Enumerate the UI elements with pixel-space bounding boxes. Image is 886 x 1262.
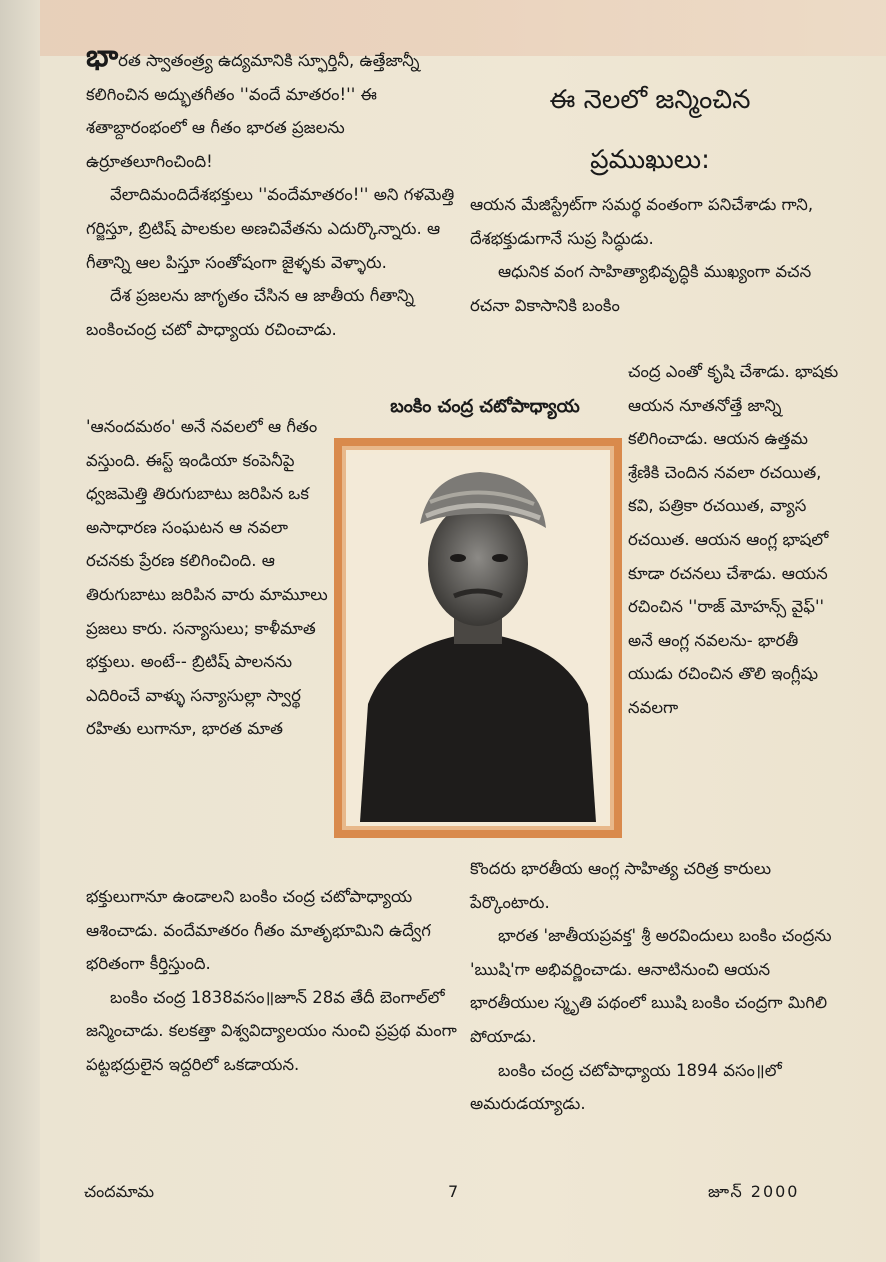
heading-line-1: ఈ నెలలో జన్మించిన (549, 85, 751, 115)
photo-caption: బంకిం చంద్ర చటోపాధ్యాయ (390, 396, 580, 417)
left-column-bottom (86, 880, 458, 1082)
left-paragraph-2: వేలాదిమందిదేశభక్తులు ''వందేమాతరం!'' అని గళమెత్తి గర్జిస్తూ, బ్రిటిష్ పాలకుల అణచివేతను ఎదుర్కొన్నారు. ఆ గీతాన్ని ఆల పిస్తూ సంతోషంగా జైళ్ళకు వెళ్ళారు. (86, 185, 455, 272)
left-paragraph-1: భారత స్వాతంత్ర్య ఉద్యమానికి స్ఫూర్తినీ, ఉత్తేజాన్నీ కలిగించిన అద్భుతగీతం ''వందే మాతరం!'' ఈ శతాబ్దారంభంలో ఆ గీతం భారత ప్రజలను ఉర్రూతలూగించింది! (86, 39, 420, 171)
left-column-top (86, 39, 458, 346)
right-paragraph-4: బంకిం చంద్ర చటోపాధ్యాయ 1894 వసం॥లో అమరుడయ్యాడు. (470, 1060, 782, 1114)
left-paragraph-3: దేశ ప్రజలను జాగృతం చేసిన ఆ జాతీయ గీతాన్ని బంకించంద్ర చటో పాధ్యాయ రచించాడు. (86, 286, 415, 339)
left-paragraph-5: బంకిం చంద్ర 1838వసం॥జూన్ 28వ తేదీ బెంగాల్‌లో జన్మించాడు. కలకత్తా విశ్వవిద్యాలయం నుంచి ప్రప్రథ మంగా పట్టభద్రులైన ఇద్దరిలో ఒకడాయన. (86, 987, 457, 1074)
footer-magazine-name: చందమామ (84, 1182, 155, 1201)
right-paragraph-2-narrow: చంద్ర ఎంతో కృషి చేశాడు. భాషకు ఆయన నూతనోత్తే జాన్ని కలిగించాడు. ఆయన ఉత్తమ శ్రేణికి చెందిన నవలా రచయిత, కవి, పత్రికా రచయిత, వ్యాస రచయిత. ఆయన ఆంగ్ల భాషలో కూడా రచనలు చేశాడు. ఆయన రచించిన ''రాజ్ మోహన్స్ వైఫ్'' అనే ఆంగ్ల నవలను- భారతీ యుడు రచించిన తొలి ఇంగ్లీషు నవలగా (628, 362, 839, 717)
page-spine (0, 0, 40, 1262)
footer-page-number: 7 (448, 1182, 459, 1201)
right-column-narrow (628, 355, 842, 725)
left-paragraph-4-narrow: 'ఆనందమఠం' అనే నవలలో ఆ గీతం వస్తుంది. ఈస్ట్ ఇండియా కంపెనీపై ధ్వజమెత్తి తిరుగుబాటు జరిపిన ఒక అసాధారణ సంఘటన ఆ నవలా రచనకు ప్రేరణ కలిగించింది. ఆ తిరుగుబాటు జరిపిన వారు మామూలు ప్రజలు కారు. సన్యాసులు; కాళీమాత భక్తులు. అంటే-- బ్రిటిష్ పాలనను ఎదిరించే వాళ్ళు సన్యాసుల్లా స్వార్థ రహితు లుగానూ, భారత మాత (86, 417, 328, 739)
left-column-narrow (86, 410, 332, 746)
right-column-top (470, 188, 842, 322)
right-paragraph-2-end: కొందరు భారతీయ ఆంగ్ల సాహిత్య చరిత్ర కారులు పేర్కొంటారు. (470, 859, 772, 912)
right-column-bottom (470, 852, 842, 1121)
right-paragraph-2-wide: ఆధునిక వంగ సాహిత్యాభివృద్ధికి ముఖ్యంగా వచన రచనా వికాసానికి బంకిం (470, 262, 812, 315)
section-heading (470, 70, 830, 190)
left-paragraph-4-wide: భక్తులుగానూ ఉండాలని బంకిం చంద్ర చటోపాధ్యాయ ఆశించాడు. వందేమాతరం గీతం మాతృభూమిని ఉద్వేగ భరితంగా కీర్తిస్తుంది. (86, 887, 431, 974)
right-paragraph-1: ఆయన మేజిస్ట్రేట్‌గా సమర్థ వంతంగా పనిచేశాడు గాని, దేశభక్తుడుగానే సుప్ర సిద్ధుడు. (470, 195, 814, 248)
footer-issue-date: జూన్ 2000 (708, 1182, 800, 1201)
portrait-frame (334, 438, 622, 838)
right-paragraph-3: భారత 'జాతీయప్రవక్త' శ్రీ అరవిందులు బంకిం చంద్రను 'ఋషి'గా అభివర్ణించాడు. ఆనాటినుంచి ఆయన భారతీయుల స్మృతి పథంలో ఋషి బంకిం చంద్రగా మిగిలి పోయాడు. (470, 926, 832, 1046)
drop-cap: భా (86, 39, 119, 74)
portrait-photo (350, 454, 606, 822)
heading-line-2: ప్రముఖులు: (590, 145, 710, 175)
